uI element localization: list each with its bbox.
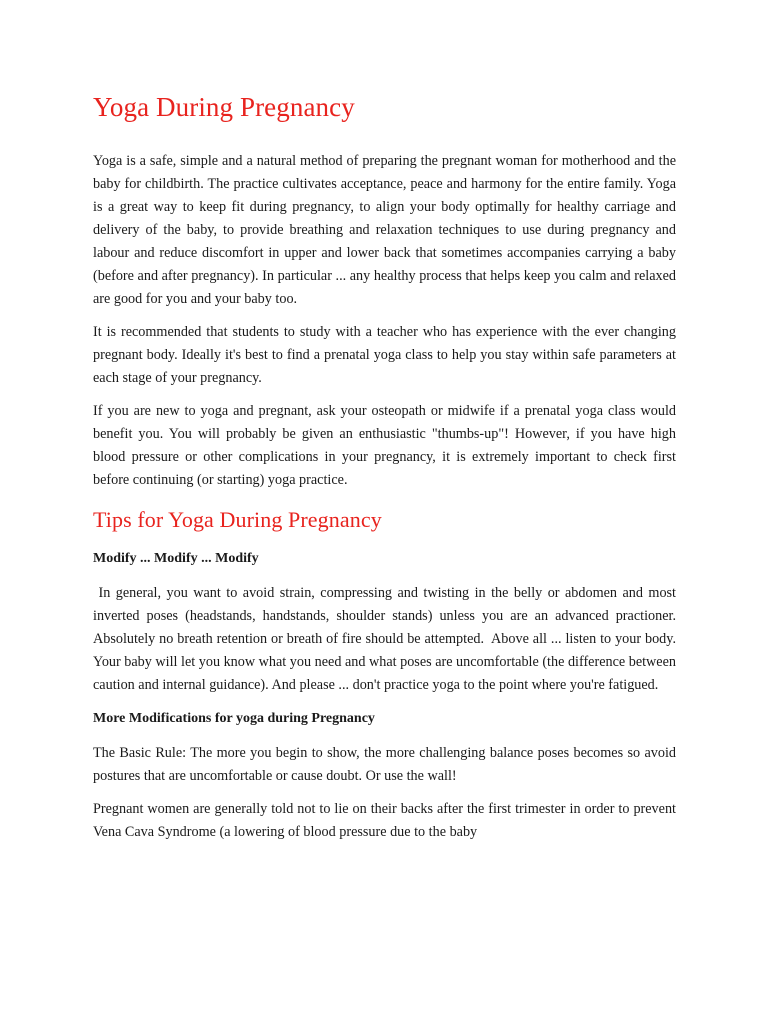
- document-page: [93, 80, 680, 854]
- more-modifications-subheading: More Modifications for yoga during Pregnancy: [93, 711, 375, 726]
- vena-cava-paragraph: Pregnant women are generally told not to lie on their backs after the first trimester in order to prevent Vena Cava Syndrome (a lowering of blood pressure due to the baby: [93, 801, 676, 840]
- intro-paragraph-1: Yoga is a safe, simple and a natural method of preparing the pregnant woman for motherhood and the baby for childbirth. The practice cultivates acceptance, peace and harmony for the entire family. Yoga is a great way to keep fit during pregnancy, to align your body optimally for healthy carriage and delivery of the baby, to provide breathing and relaxation techniques to use during pregnancy and labour and reduce discomfort in upper and lower back that sometimes accompanies carrying a baby (before and after pregnancy). In particular ... any healthy process that helps keep you calm and relaxed are good for you and your baby too.: [93, 153, 676, 307]
- intro-paragraph-3: If you are new to yoga and pregnant, ask your osteopath or midwife if a prenatal yoga class would benefit you. You will probably be given an enthusiastic "thumbs-up"! However, if you have high blood pressure or other complications in your pregnancy, it is extremely important to check first before continuing (or starting) yoga practice.: [93, 403, 676, 488]
- page-title: Yoga During Pregnancy: [93, 92, 355, 122]
- basic-rule-paragraph: The Basic Rule: The more you begin to show, the more challenging balance poses becomes so avoid postures that are uncomfortable or cause doubt. Or use the wall!: [93, 745, 676, 784]
- intro-paragraph-2: It is recommended that students to study with a teacher who has experience with the ever changing pregnant body. Ideally it's best to find a prenatal yoga class to help you stay within safe parameters at each stage of your pregnancy.: [93, 324, 676, 386]
- modify-paragraph: In general, you want to avoid strain, compressing and twisting in the belly or abdomen and most inverted poses (headstands, handstands, shoulder stands) unless you are an advanced practioner. Absolutely no breath retention or breath of fire should be attempted. Above all ... listen to your body. Your baby will let you know what you need and what poses are uncomfortable (the difference between caution and internal guidance). And please ... don't practice yoga to the point where you're fatigued.: [93, 585, 680, 693]
- modify-subheading: Modify ... Modify ... Modify: [93, 551, 259, 566]
- tips-heading: Tips for Yoga During Pregnancy: [93, 507, 382, 532]
